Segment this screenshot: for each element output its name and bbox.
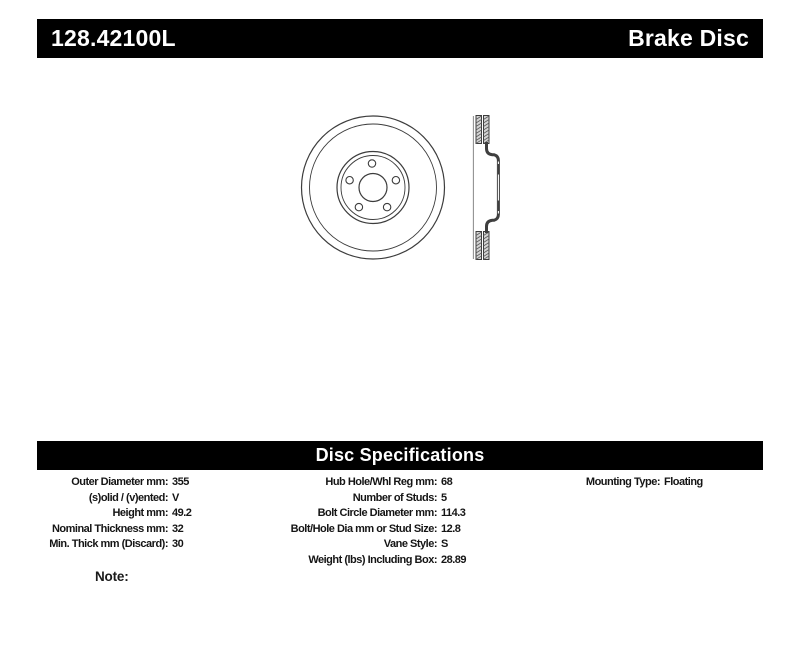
spec-row-height (37, 506, 279, 522)
spec-label: Vane Style : (279, 537, 437, 553)
spec-label: Nominal Thickness mm : (37, 522, 168, 538)
spec-row-outer-diameter (37, 475, 279, 491)
spec-value: 355 (172, 476, 189, 488)
spec-column-mounting (521, 475, 763, 569)
header-bar (37, 19, 763, 58)
spec-value: V (172, 491, 179, 504)
spec-row-min-thickness (37, 537, 279, 553)
note-label: Note: (95, 569, 129, 584)
spec-table (37, 475, 763, 569)
spec-section-title: Disc Specifications (315, 445, 485, 465)
brake-disc-drawing (285, 95, 520, 275)
spec-row-bolt-hole-dia (279, 522, 521, 538)
spec-row-nominal-thickness (37, 522, 279, 538)
spec-column-hub (279, 475, 521, 569)
spec-row-mounting-type (521, 475, 763, 491)
spec-value: 32 (172, 522, 184, 535)
stud-holes (346, 160, 400, 211)
side-view-cross-section (473, 116, 498, 260)
spec-row-number-of-studs (279, 491, 521, 507)
spec-value: S (441, 538, 448, 551)
spec-value: 68 (441, 476, 453, 488)
spec-value: 28.89 (441, 553, 467, 566)
spec-label: Mounting Type : (521, 475, 660, 491)
spec-row-weight (279, 553, 521, 569)
spec-value: 30 (172, 538, 184, 551)
spec-label: Bolt Circle Diameter mm : (279, 506, 437, 522)
spec-label: Hub Hole/Whl Reg mm : (279, 475, 437, 491)
spec-value: 49.2 (172, 507, 192, 520)
spec-label: (s)olid / (v)ented : (37, 491, 168, 507)
front-view (302, 116, 445, 259)
spec-value: 114.3 (441, 507, 466, 520)
spec-row-solid-vented (37, 491, 279, 507)
spec-row-vane-style (279, 537, 521, 553)
hat-profile (487, 142, 499, 233)
spec-column-dimensions (37, 475, 279, 569)
spec-value: 5 (441, 491, 447, 504)
spec-label: Height mm : (37, 506, 168, 522)
spec-label: Weight (lbs) Including Box : (279, 553, 437, 569)
spec-section-bar (37, 441, 763, 470)
spec-value: Floating (664, 476, 703, 488)
part-number: 128.42100L (51, 25, 176, 51)
spec-row-bolt-circle-diameter (279, 506, 521, 522)
center-bore (359, 174, 387, 202)
spec-label: Min. Thick mm (Discard) : (37, 537, 168, 553)
spec-row-hub-hole (279, 475, 521, 491)
spec-value: 12.8 (441, 522, 461, 535)
spec-label: Number of Studs : (279, 491, 437, 507)
technical-drawing (285, 95, 520, 275)
product-type-title: Brake Disc (628, 25, 749, 51)
spec-label: Bolt/Hole Dia mm or Stud Size : (279, 522, 437, 538)
spec-label: Outer Diameter mm : (37, 475, 168, 491)
